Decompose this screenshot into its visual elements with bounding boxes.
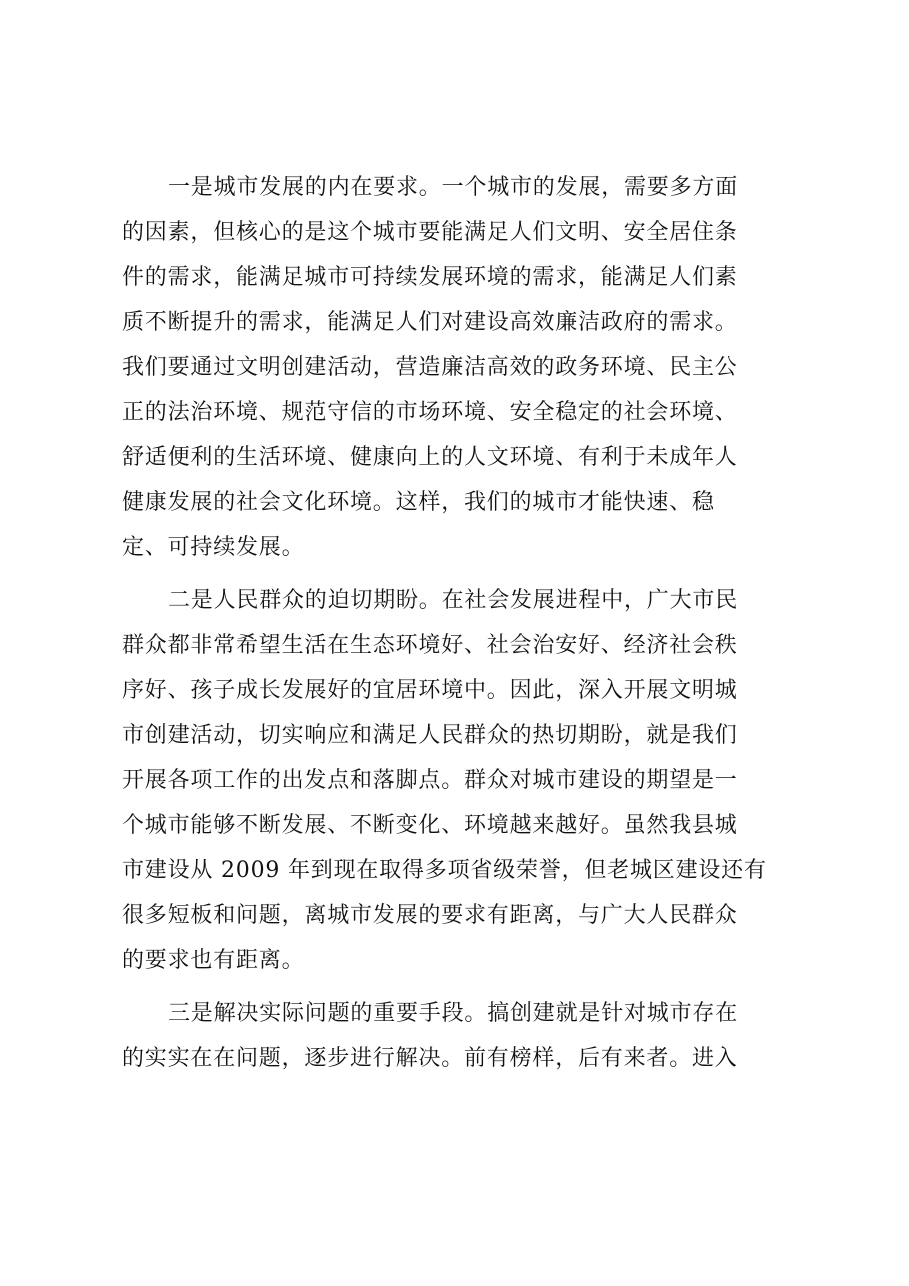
paragraph-line: 质不断提升的需求，能满足人们对建设高效廉洁政府的需求。 bbox=[122, 310, 738, 335]
paragraph-line: 舒适便利的生活环境、健康向上的人文环境、有利于未成年人 bbox=[122, 445, 738, 470]
paragraph-line: 的实实在在问题，逐步进行解决。前有榜样，后有来者。进入 bbox=[122, 1046, 738, 1071]
paragraph-line: 的要求也有距离。 bbox=[122, 948, 305, 973]
paragraph-line: 市创建活动，切实响应和满足人民群众的热切期盼，就是我们 bbox=[122, 723, 738, 748]
paragraph-line: 健康发展的社会文化环境。这样，我们的城市才能快速、稳 bbox=[122, 490, 715, 515]
paragraph-line: 我们要通过文明创建活动，营造廉洁高效的政务环境、民主公 bbox=[122, 355, 738, 380]
paragraph-spacer bbox=[122, 570, 802, 578]
paragraph-line: 很多短板和问题，离城市发展的要求有距离，与广大人民群众 bbox=[122, 903, 738, 928]
paragraph-line: 开展各项工作的出发点和落脚点。群众对城市建设的期望是一 bbox=[122, 768, 738, 793]
paragraph-line: 定、可持续发展。 bbox=[122, 535, 305, 560]
paragraph-line: 正的法治环境、规范守信的市场环境、安全稳定的社会环境、 bbox=[122, 400, 738, 425]
paragraph-1 bbox=[122, 165, 802, 570]
paragraph-line: 三是解决实际问题的重要手段。搞创建就是针对城市存在 bbox=[168, 1001, 739, 1026]
paragraph-line: 件的需求，能满足城市可持续发展环境的需求，能满足人们素 bbox=[122, 265, 738, 290]
paragraph-2 bbox=[122, 578, 802, 983]
paragraph-line: 序好、孩子成长发展好的宜居环境中。因此，深入开展文明城 bbox=[122, 678, 738, 703]
paragraph-3 bbox=[122, 991, 802, 1081]
paragraph-line: 的因素，但核心的是这个城市要能满足人们文明、安全居住条 bbox=[122, 220, 738, 245]
paragraph-line: 个城市能够不断发展、不断变化、环境越来越好。虽然我县城 bbox=[122, 813, 738, 838]
paragraph-line: 群众都非常希望生活在生态环境好、社会治安好、经济社会秩 bbox=[122, 633, 738, 658]
paragraph-line: 市建设从 2009 年到现在取得多项省级荣誉，但老城区建设还有 bbox=[122, 858, 767, 883]
document-body bbox=[122, 165, 802, 1081]
paragraph-line: 一是城市发展的内在要求。一个城市的发展，需要多方面 bbox=[168, 175, 739, 200]
paragraph-spacer bbox=[122, 983, 802, 991]
paragraph-line: 二是人民群众的迫切期盼。在社会发展进程中，广大市民 bbox=[168, 588, 739, 613]
